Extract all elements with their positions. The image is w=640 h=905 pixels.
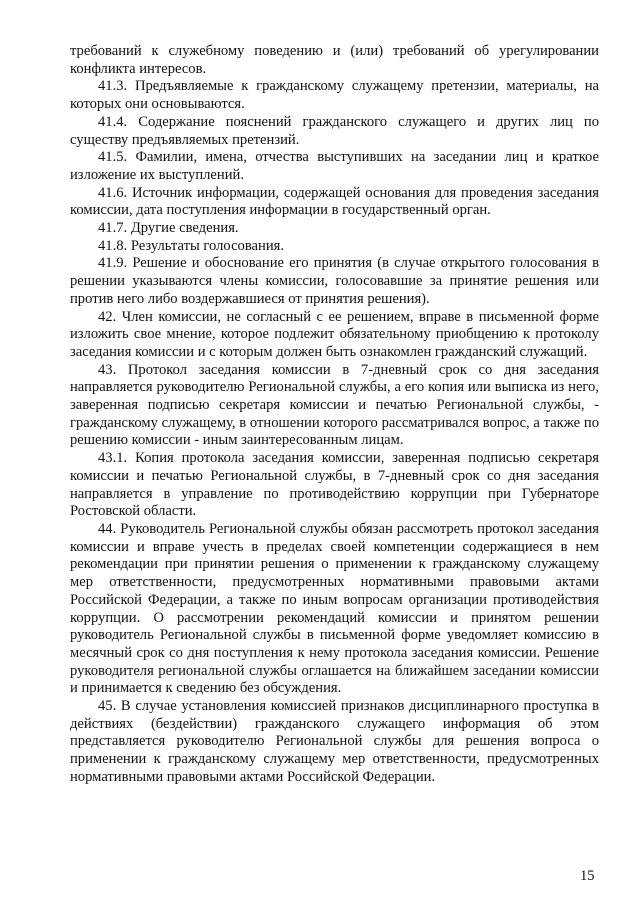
- document-body: [70, 43, 599, 787]
- paragraph-43-1: 43.1. Копия протокола заседания комиссии, заверенная подписью секретаря комиссии и печатью Региональной службы, в 7-дневный срок со дня заседания направляется в управление по противодействию коррупции при Губернаторе Ростовской области.: [70, 450, 599, 520]
- paragraph-45: 45. В случае установления комиссией признаков дисциплинарного проступка в действиях (бездействии) гражданского служащего информация об этом представляется руководителю Региональной службы для решения вопроса о применении к гражданскому служащему мер ответственности, предусмотренных нормативными правовыми актами Российской Федерации.: [70, 698, 599, 785]
- paragraph-41-3: 41.3. Предъявляемые к гражданскому служащему претензии, материалы, на которых они основываются.: [70, 78, 599, 113]
- paragraph-41-5: 41.5. Фамилии, имена, отчества выступивших на заседании лиц и краткое изложение их выступлений.: [70, 149, 599, 183]
- paragraph-41-8: 41.8. Результаты голосования.: [98, 237, 284, 254]
- paragraph-42: 42. Член комиссии, не согласный с ее решением, вправе в письменной форме изложить свое мнение, которое подлежит обязательному приобщению к протоколу заседания комиссии и с которым должен быть ознакомлен гражданский служащий.: [70, 308, 599, 360]
- paragraph-41-7: 41.7. Другие сведения.: [98, 220, 239, 237]
- paragraph-41-4: 41.4. Содержание пояснений гражданского служащего и других лиц по существу предъявляемых претензий.: [70, 113, 599, 148]
- paragraph-41-6: 41.6. Источник информации, содержащей основания для проведения заседания комиссии, дата поступления информации в государственный орган.: [70, 184, 599, 219]
- paragraph-0: требований к служебному поведению и (или) требований об урегулировании конфликта интересов.: [70, 43, 599, 77]
- paragraph-44: 44. Руководитель Региональной службы обязан рассмотреть протокол заседания комиссии и вправе учесть в пределах своей компетенции содержащиеся в нем рекомендации при принятии решения о применении к гражданскому служащему мер ответственности, предусмотренных нормативными правовыми актами Российской Федерации, а также по иным вопросам организации противодействия коррупции. О рассмотрении рекомендаций комиссии и принятом решении руководитель Региональной службы в письменной форме уведомляет комиссию в месячный срок со дня поступления к нему протокола заседания комиссии. Решение руководителя региональной службы оглашается на ближайшем заседании комиссии и принимается к сведению без обсуждения.: [70, 520, 599, 697]
- paragraph-43: 43. Протокол заседания комиссии в 7-дневный срок со дня заседания направляется руководителю Региональной службы, а его копия или выписка из него, заверенная подписью секретаря комиссии и печатью Региональной службы, - гражданскому служащему, в отношении которого рассматривался вопрос, а также по решению комиссии - иным заинтересованным лицам.: [70, 361, 599, 449]
- page-number: 15: [580, 868, 595, 884]
- paragraph-41-9: 41.9. Решение и обоснование его принятия (в случае открытого голосования в решении указываются члены комиссии, голосовавшие за принятие решения или против него либо воздержавшиеся от принятия решения).: [70, 255, 599, 307]
